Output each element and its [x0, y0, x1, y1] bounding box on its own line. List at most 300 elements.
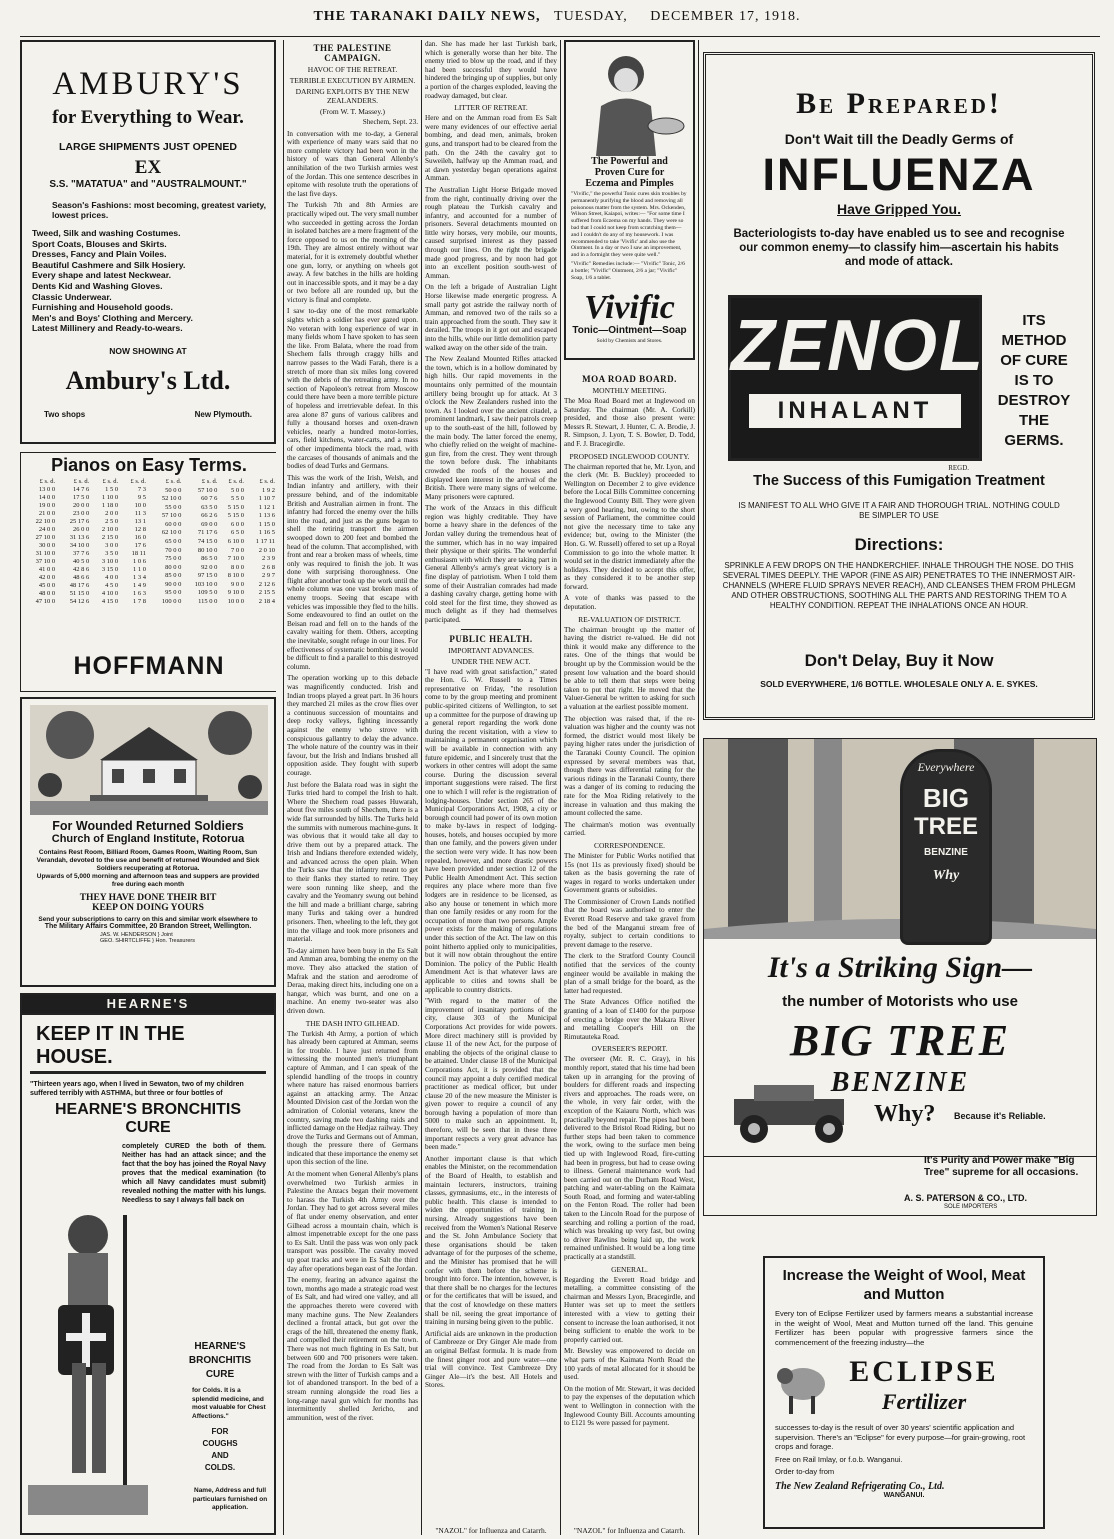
zenol-cure-list: [984, 311, 1084, 451]
table-cell: 23 0 0: [72, 510, 90, 517]
article-paragraph: This was the work of the Irish, Welsh, and Indian infantry and artillery, with their pressure behind, and of the indomitable British and Australian airmen in front. The infantry had forced the enemy over the hills into the road, and just as the guns began to shell the retiring transport the airmen swooped down to 200 feet and bombed the head of the column. That accomplished, with front and rear a broken mass of wheels, time only was required to finish the job. It was done with surprising thoroughness. One flight after another took up the work until the whole column was one vast broken mass of enemy troops. Seeing that escape with vehicles was impossible they fled to the hills. Some endeavoured to find an outlet on the Beisan road and fell on to the hands of the cavalry waiting for them. Others, accepting the inevitable, sought refuge in our lines. For effectiveness of systematic bombing it would be difficult to find a parallel to this destroyed column.: [287, 473, 418, 671]
palestine-sub-3: DARING EXPLOITS BY THE NEW ZEALANDERS.: [295, 87, 410, 105]
table-row: [22, 518, 147, 526]
vivific-head-1: The Powerful and: [591, 156, 668, 167]
knight-illustration: [28, 1195, 148, 1515]
zenol-dont-delay: Don't Delay, Buy it Now: [804, 651, 994, 670]
table-row: [22, 582, 147, 590]
article-paragraph: The chairman reported that he, Mr. Lyon, and the clerk (Mr. B. Buckley) proceeded to Wellington on December 2 to give evidence before the Local Bills Committee concerning the Inglewood County Bill. They were given a very good hearing, but, owing to the short session of Parliament, the committee could not give the necessary time to take any evidence; but, owing to the Minister (the Hon. G. W. Russell) offered to set up a Royal Commission to go into the whole matter. It would set in the district immediately after the holidays. They decided to accept this offer, as they considered it to be another step forward.: [564, 462, 695, 591]
hearne-product-name: HEARNE'S BRONCHITIS CURE: [54, 1101, 242, 1136]
table-row: [22, 502, 147, 510]
palestine-byline: (From W. T. Massey.): [319, 107, 386, 116]
soldiers-address: The Military Affairs Committee, 20 Brandon Street, Wellington.: [44, 923, 252, 930]
hearne-address: Name, Address and full particulars furnished on application.: [192, 1487, 268, 1511]
table-cell: £ s. d.: [165, 478, 182, 486]
soldiers-p3: Send your subscriptions to carry on this and similar work elsewhere to: [38, 916, 258, 923]
palestine-sub-4: THE DASH INTO GILHEAD.: [305, 1018, 400, 1028]
table-cell: 80 0 0: [165, 563, 182, 571]
sign-why: Why: [932, 868, 960, 883]
bigtree-ad: [703, 738, 1097, 1157]
table-cell: 95 0 0: [165, 589, 182, 597]
table-cell: 48 17 6: [69, 582, 90, 589]
pianos-brand: HOFFMANN: [73, 652, 225, 680]
bigtree-why: Why?: [874, 1101, 936, 1127]
table-cell: 27 10 0: [35, 534, 56, 541]
table-cell: 10 0: [134, 502, 146, 509]
article-paragraph: Here and on the Amman road from Es Salt were many evidences of our effective aerial bombing, and dead men, animals, broken guns, and transport had to be cleared from the path. On the 24th the cavalry got to Suweileh, halfway up the Amman road, and at dawn yesterday began operations against Amman.: [425, 114, 557, 183]
table-cell: 6 5 0: [230, 529, 244, 537]
table-row: [22, 558, 147, 566]
table-cell: 1 12 1: [258, 503, 275, 511]
hearne-side-2: BRONCHITIS: [188, 1355, 252, 1366]
table-cell: 3 10 0: [101, 558, 119, 565]
public-health-sub-1: IMPORTANT ADVANCES.: [448, 645, 534, 655]
table-cell: 22 10 0: [35, 518, 56, 525]
article-paragraph: Artificial aids are unknown in the production of Cambreeze or Dry Ginger Ale made from an original Belfast formula. It is made from the finest ginger root and pure water—one trial will convince. Test Cambreeze Dry Ginger Ale—it's the best. All Hotels and Stores.: [425, 1329, 557, 1390]
eclipse-p3: Free on Rail Imlay, or f.o.b. Wanganui.: [775, 1454, 903, 1464]
table-cell: 37 10 0: [35, 558, 56, 565]
ambury-footer: [30, 410, 266, 419]
article-paragraph: Another important clause is that which enables the Minister, on the recommendation of the Board of Health, to establish and maintain lecturers, instructors, training classes, gymnasiums, etc., in the interests of public health. This clause is intended to widen the opportunities of training in nursing. Already suggestions have been received from the Women's National Reserve and the St. John Ambulance Society that these organisations should be taken advantage of for the purposes of the scheme, and the Minister has promised that he will confer with them before the scheme is brought into force. The intention, however, is that there shall be no charges for the lectures or for the certificates that will be issued, and that the cost of knowledge on these matters shall be nil, seeing the great importance of training in nursing being given to the public.: [425, 1154, 557, 1327]
masthead-date: DECEMBER 17, 1918.: [650, 9, 801, 24]
masthead-day: TUESDAY,: [554, 9, 628, 24]
list-item: Tweed, Silk and washing Costumes.: [32, 228, 181, 238]
table-cell: 1 6 3: [133, 590, 146, 597]
table-cell: 1 15 0: [258, 520, 275, 528]
list-item: Beautiful Cashmere and Silk Hosiery.: [32, 259, 186, 270]
table-cell: 16 0: [134, 534, 146, 541]
table-cell: 2 3 9: [262, 555, 275, 563]
bigtree-sign: [900, 749, 992, 945]
table-cell: 2 10 0: [101, 526, 119, 533]
article-paragraph: Mr. Bewsley was empowered to decide on what parts of the Kaimata North Road the 100 yards of metal allocated for it should be used.: [564, 1347, 695, 1382]
table-cell: 30 0 0: [38, 542, 56, 549]
sheep-illustration: [775, 1354, 831, 1424]
table-cell: 5 15 0: [227, 512, 244, 520]
list-item: Every shape and latest Neckwear.: [32, 270, 172, 281]
moa-sub-5: OVERSEER'S REPORT.: [591, 1044, 668, 1054]
table-row: [151, 538, 276, 547]
eclipse-p1: Every ton of Eclipse Fertilizer used by farmers means a substantial increase in the weight of Wool, Meat and Mutton turned off the land. This genuine Fertilizer has been popular with progressive farmers since the commencement of the freezing industry—the: [775, 1309, 1033, 1347]
ambury-ex: EX: [134, 157, 162, 178]
table-cell: 4 10 0: [101, 590, 119, 597]
hearne-quote: "Thirteen years ago, when I lived in Sewaton, two of my children suffered terribly with ASTHMA, but three or four bottles of: [30, 1081, 244, 1097]
table-cell: 14 0 0: [38, 494, 56, 501]
table-cell: 2 0 10: [258, 546, 275, 554]
table-cell: 41 0 0: [38, 566, 56, 573]
bigtree-logo: BIG TREE: [789, 1016, 1011, 1065]
table-row: [151, 597, 276, 606]
masthead: [0, 0, 1114, 38]
table-cell: 103 10 0: [194, 580, 218, 588]
table-cell: 1 16 5: [258, 529, 275, 537]
table-cell: 34 10 0: [69, 542, 90, 549]
article-paragraph: The Commissioner of Crown Lands notified that the board was authorised to enter the Everett Road Reserve and take gravel from the bed of the Manganui stream free of royalty, subject to certain conditions to prevent damage to the reserve.: [564, 897, 695, 949]
column-rule: [421, 40, 422, 1535]
ambury-ships: S.S. "MATATUA" and "AUSTRALMOUNT.": [49, 179, 247, 190]
article-paragraph: Regarding the Everett Road bridge and metalling, a committee consisting of the chairman and Messrs Lyon, Bracegirdle, and Hunter was set up to meet the settlers interested with a view to getting their consent to increase the loan authorised, it not being sufficient to enable the work to be properly carried out.: [564, 1275, 695, 1344]
sign-everywhere: Everywhere: [917, 760, 975, 774]
table-row: [22, 590, 147, 598]
article-paragraph: The objection was raised that, if the re-valuation was higher and the county was not formed, the district would most likely be paying higher rates under the jurisdiction of the Taranaki County Council. The opinion expressed by several members was that, though there was differential rating for the various ridings in the Taranaki County, there was a danger of its coming to reducing the rate for the Moa Riding relatively to the increase in valuation and thus making the amount collected the same.: [564, 714, 695, 818]
article-paragraph: In conversation with me to-day, a General with experience of many wars said that no more complete victory had been won in the history of wars than General Allenby's annihilation of the two Turkish armies west of the Jordan. This one sentence describes in epitome with resolute truth the operations of the last five days.: [287, 129, 418, 198]
table-cell: 37 7 6: [72, 550, 90, 557]
bigtree-because: Because it's Reliable.: [954, 1111, 1046, 1121]
palestine-headline: THE PALESTINE CAMPAIGN.: [313, 43, 392, 63]
table-row: [151, 555, 276, 564]
list-item: Men's and Boys' Clothing and Mercery.: [32, 312, 193, 323]
table-cell: 48 0 0: [38, 590, 56, 597]
table-row: [22, 574, 147, 582]
table-cell: 3 15 0: [101, 566, 119, 573]
soldiers-p1: Contains Rest Room, Billiard Room, Games Room, Waiting Room, Sun Verandah, devoted to the use and benefit of returned Wounded and Sick Soldiers recuperating at Rotorua.: [36, 849, 260, 872]
article-paragraph: The chairman's motion was eventually carried.: [564, 820, 695, 838]
zenol-logo-block: [728, 295, 985, 472]
ambury-shops: Two shops: [44, 409, 86, 419]
table-cell: £ s. d.: [130, 478, 146, 485]
table-cell: 57 10 0: [161, 512, 182, 520]
table-row: [151, 487, 276, 496]
table-cell: 9 10 0: [227, 589, 244, 597]
table-cell: 4 5 0: [105, 582, 119, 589]
bigtree-sole-importers: SOLE IMPORTERS: [944, 1204, 998, 1210]
vivific-brand: Vivific: [584, 289, 675, 327]
table-row: [22, 550, 147, 558]
nazol-footer: "NAZOL" for Influenza and Catarrh.: [425, 1526, 557, 1535]
table-cell: 74 15 0: [197, 537, 218, 545]
article-paragraph: "With regard to the matter of the improvement of insanitary portions of the city, clause 303 of the Municipal Corporations Act provides for wide powers. More direct machinery still is provided by clause 11 of the new Act, for the purpose of enabling the objects of the original clause to be attained. Under clause 18 of the Municipal Corporations Act, it is provided that the council may appoint a duly certified medical practitioner as medical officer, but under clause 20 of the new measure the Minister is given power to require a council of any borough having a population of more than 5000 to make such an appointment. It, therefore, will be seen that in these three important respects a very great advance has been made.": [425, 997, 557, 1152]
table-cell: 54 12 6: [69, 598, 90, 605]
vivific-body: "Vivific," the powerful Tonic cures skin troubles by permanently purifying the blood and removing all poisonous matter from the system. Mrs. Ockenden, Wilson Street, Kaiapoi, writes:— "For some time I suffered from Eczema on my hands. They were so bad that I could not keep from scratching them—and I couldn't do any of my housework. I was recommended to take 'Vivific' and also use the Ointment. In a day or two I saw an improvement, and in a fortnight they were quite well.": [571, 191, 687, 259]
table-cell: 1 4 9: [133, 582, 146, 589]
table-cell: 17 5 0: [72, 494, 90, 501]
sign-tree: TREE: [913, 813, 978, 840]
hearne-side-1: HEARNE'S: [194, 1341, 246, 1352]
hearne-ad: [20, 993, 276, 1535]
table-cell: 42 0 0: [38, 574, 56, 581]
public-health-headline: PUBLIC HEALTH.: [449, 633, 533, 644]
table-cell: 92 0 0: [201, 563, 218, 571]
table-cell: 1 18 0: [101, 502, 119, 509]
table-cell: 65 0 0: [165, 537, 182, 545]
list-item: Sport Coats, Blouses and Skirts.: [32, 238, 167, 249]
table-cell: 3 0 0: [105, 542, 119, 549]
table-cell: 2 12 6: [258, 580, 275, 588]
column-4: [564, 40, 695, 1535]
article-paragraph: The Australian Light Horse Brigade moved from the right, continually driving over the rough plateau the Turkish cavalry and infantry, and accounted for a number of prisoners. Several detachments mounted on little wiry horses, very mobile, our mounts, caused surprised interest as they passed through our lines. On the right the brigade made good progress, and by noon had got into an excellent position south-west of Amman.: [425, 185, 557, 280]
moa-headline: MOA ROAD BOARD.: [582, 374, 677, 384]
table-cell: 1 3 4: [133, 574, 146, 581]
eclipse-p4: Order to-day from: [775, 1467, 835, 1476]
article-paragraph: The clerk to the Stratford County Council notified that the services of the county engineer would be available in making the plan of a small bridge for the board, as the latter had requested.: [564, 952, 695, 995]
zenol-germs: GERMS.: [1004, 432, 1064, 449]
zenol-bacteriologists: Bacteriologists to-day have enabled us to see and recognise our common enemy—to classify him—ascertain his habits and mode of attack.: [733, 228, 1065, 268]
column-rule: [560, 40, 561, 1535]
ambury-town: New Plymouth.: [194, 409, 252, 419]
article-paragraph: The work of the Anzacs in this difficult region was highly creditable. They have borne a heavy share in the defences of the Jordan valley during the tremendous heat of the summer, which has in no way impaired their physique or their spirits. The wonderful enthusiasm with which they are taking part in General Allenby's army's great victory is a fine display of patriotism. When I told them some of their Australian comrades had made a dashing cavalry charge, getting home with cold steel for the first time, they showed as much delight as if they had themselves participated.: [425, 504, 557, 624]
table-cell: 90 0 0: [165, 580, 182, 588]
moa-sub-3: RE-VALUATION OF DISTRICT.: [578, 614, 681, 624]
paper-name: THE TARANAKI DAILY NEWS,: [313, 9, 541, 24]
vivific-tagline: Tonic—Ointment—Soap: [572, 325, 687, 337]
table-row: [22, 478, 147, 486]
table-cell: £ s. d.: [73, 478, 90, 485]
zenol-dont-wait: Don't Wait till the Deadly Germs of: [784, 131, 1014, 147]
table-cell: 10 0 0: [227, 597, 244, 605]
table-cell: 1 7 8: [133, 598, 146, 605]
ambury-subtitle: for Everything to Wear.: [52, 107, 244, 128]
table-row: [151, 504, 276, 513]
zenol-of-cure: OF CURE: [1000, 352, 1068, 369]
table-cell: 2 6 8: [262, 563, 275, 571]
table-cell: 5 15 0: [227, 503, 244, 511]
list-item: Furnishing and Household goods.: [32, 302, 173, 313]
zenol-logo: ZENOL: [731, 306, 985, 386]
ambury-ad: [20, 40, 276, 444]
motor-car-illustration: [714, 1079, 874, 1149]
article-paragraph: The operation working up to this debacle was magnificently conducted. Irish and Indian troops played a great part. In 36 hours they marched 21 miles as the crow flies over a continuous succession of mountains and deep rocky valleys, fighting incessantly against the enemy who strove with conspicuous gallantry to delay the advance. The whole nature of the country was in their favour, but the Irish and Indians brushed all opposition aside. They fought with superb courage.: [287, 674, 418, 777]
table-cell: 57 10 0: [197, 486, 218, 494]
article-paragraph: On the motion of Mr. Stewart, it was decided to pay the expenses of the deputation which went to Wellington in connection with the Inglewood County Bill. Accounts amounting to £121 9s were passed for payment.: [564, 1384, 695, 1428]
pianos-table-right: [151, 478, 276, 606]
article-paragraph: To-day airmen have been busy in the Es Salt and Amman area, bombing the enemy on the move. They also attacked the station of Mafrak and the station and aerodrome of Deraa, making direct hits, including one on a hangar, which was burnt, and one on a machine. An enemy two-seater was also driven down.: [287, 946, 418, 1015]
article-paragraph: The New Zealand Mounted Rifles attacked the town, which is in a hollow dominated by high hills. Our rapid movements in the mountains only permitted of the mountain artillery being brought up for attack. At 3 o'clock the New Zealanders rushed into the town. As I looked over the ancient citadel, a prominent landmark, I saw their patrols creep up to the south-east of the hill, followed by the main body. The latter forced the enemy, who chiefly relied on the weight of machine-gun fire, from the crest. They went through the town before dusk. The inhabitants crowded the roofs of the houses and displayed keen interest in the arrival of the British. There were many signs of welcome. Many prisoners were captured.: [425, 355, 557, 501]
table-cell: £ s. d.: [201, 478, 218, 486]
hearne-and: AND: [211, 1451, 229, 1460]
soldiers-slogan-1: THEY HAVE DONE THEIR BIT: [79, 893, 217, 903]
hearne-banner: HEARNE'S: [22, 995, 274, 1015]
soldiers-sig-2: GEO. SHIRTCLIFFE } Hon. Treasurers: [100, 938, 195, 944]
zenol-directions-text: SPRINKLE A FEW DROPS ON THE HANDKERCHIEF. INHALE THROUGH THE NOSE. DO THIS SEVERAL TIMES DEEPLY. THE VAPOR (FINE AS AIR) PENETRATES TO THE INNERMOST AIR-CHANNELS (WHERE FLUID SPRAYS NEVER REACH), AND CLEANSES THEM FROM PHLEGM AND OTHER OBSTRUCTIONS, SOOTHING ALL THE PARTS AND RESTORING THEM TO A HEALTHY CONDITION. REPEAT THE INHALATIONS ONCE AN HOUR.: [722, 561, 1076, 610]
soldiers-slogan-2: KEEP ON DOING YOURS: [92, 903, 204, 913]
vivific-sold: Sold by Chemists and Stores.: [596, 338, 663, 345]
article-paragraph: "I have read with great satisfaction," stated the Hon. G. W. Russell to a Times representative on Friday, "the resolution come to by the group meeting and prominent public-spirited citizens of Wellington, to set up a committee for the purpose of drawing up a general report regarding the work done during the recent visitation, with a view to maintaining a permanent organisation which will be available in connection with any future epidemic, and I sincerely trust that the workers in other centres will adopt the same course. During the discussion several important suggestions were raised. The first one to which I will refer is the registration of lodging-houses. Under section 265 of the Municipal Corporations Act, 1908, a city or borough council had power of its own motion to make by-laws in respect of lodging-houses, hotels, and houses occupied by more than one family, and the powers given under the section were very wide. It has now been repealed, however, and more drastic powers have been provided under section 12 of the Public Health Amendment Act. This section requires any place where more than five lodgers are in residence to be licensed, as also any house or tenement in which more than one family resides or any room for the occupation of more than two persons. Ample power exists for the making of regulations under this section of the Act. The law on this point hitherto applied only to municipalities, but it will now obtain throughout the entire Dominion. The policy of the Public Health Amendment Act is that whatever laws are applicable to cities and towns shall be applicable to country districts.: [425, 667, 557, 994]
bigtree-importer: A. S. PATERSON & CO., LTD.: [904, 1193, 1028, 1203]
table-cell: 47 10 0: [35, 598, 56, 605]
column-rule: [283, 40, 284, 1535]
hearne-side-4: for Colds. It is a splendid medicine, and most valuable for Chest Affections.": [192, 1387, 266, 1420]
table-cell: £ s. d.: [102, 478, 119, 485]
sign-big: BIG: [922, 783, 970, 813]
woman-illustration: [571, 46, 691, 156]
table-cell: 8 10 0: [227, 572, 244, 580]
bigtree-striking: It's a Striking Sign—: [767, 951, 1033, 984]
table-cell: 5 5 0: [230, 495, 244, 503]
ambury-shipments: LARGE SHIPMENTS JUST OPENED: [59, 141, 237, 153]
vivific-head-3: Eczema and Pimples: [585, 178, 674, 189]
list-item: Dresses, Fancy and Plain Voiles.: [32, 249, 167, 260]
table-row: [151, 563, 276, 572]
table-cell: 8 0 0: [230, 563, 244, 571]
pianos-ad: [20, 452, 276, 692]
table-row: [151, 589, 276, 598]
ambury-ltd: Ambury's Ltd.: [65, 365, 231, 395]
table-cell: 4 0 0: [105, 574, 119, 581]
palestine-sub-1: HAVOC OF THE RETREAT.: [307, 65, 398, 74]
eclipse-p2: successes to-day is the result of over 30 years' scientific application and supervision. There's an "Eclipse" for every purpose—for grain-growing, root crops and forage.: [775, 1423, 1026, 1451]
zenol-directions: Directions:: [854, 535, 944, 554]
table-row: [22, 494, 147, 502]
ambury-season: Season's Fashions: most becoming, greatest variety, lowest prices.: [52, 200, 266, 220]
zenol-is-to: IS TO: [1014, 372, 1054, 389]
table-cell: £ s. d.: [259, 478, 275, 486]
table-row: [22, 534, 147, 542]
table-cell: 80 10 0: [197, 546, 218, 554]
ambury-items: [30, 228, 266, 334]
table-cell: 7 3: [137, 486, 146, 493]
table-row: [151, 572, 276, 581]
vivific-ad: [564, 40, 695, 360]
table-cell: 9 0 0: [230, 580, 244, 588]
table-cell: 100 0 0: [161, 597, 182, 605]
zenol-be-prepared: Be Prepared!: [796, 87, 1002, 120]
table-cell: 115 0 0: [198, 597, 218, 605]
table-cell: 26 0 0: [72, 526, 90, 533]
table-cell: 52 10 0: [161, 495, 182, 503]
soldiers-subtitle: Church of England Institute, Rotorua: [51, 833, 245, 845]
vivific-head-2: Proven Cure for: [594, 167, 665, 178]
zenol-method: METHOD: [1001, 332, 1067, 349]
table-cell: 50 0 0: [165, 486, 182, 494]
table-cell: 4 15 0: [101, 598, 119, 605]
table-cell: 12 8: [134, 526, 146, 533]
article-paragraph: A vote of thanks was passed to the deputation.: [564, 594, 695, 612]
table-cell: 70 0 0: [165, 546, 182, 554]
table-cell: 86 5 0: [201, 555, 218, 563]
table-cell: 1 1 0: [133, 566, 146, 573]
table-cell: 2 18 4: [258, 597, 275, 605]
bigtree-benzine: BENZINE: [830, 1067, 970, 1098]
zenol-manifest: IS MANIFEST TO ALL WHO GIVE IT A FAIR AND THOROUGH TRIAL. NOTHING COULD BE SIMPLER TO USE: [738, 501, 1060, 520]
palestine-sub-2: TERRIBLE EXECUTION BY AIRMEN.: [289, 76, 416, 85]
table-cell: 13 0 0: [38, 486, 56, 493]
column-1: [20, 40, 276, 1535]
zenol-ad: [703, 52, 1095, 720]
zenol-the: THE: [1019, 412, 1049, 429]
eclipse-ad: [763, 1256, 1045, 1529]
table-cell: 1 0 6: [133, 558, 146, 565]
table-row: [22, 510, 147, 518]
table-cell: 42 8 6: [72, 566, 90, 573]
table-cell: 2 5 0: [105, 518, 119, 525]
palestine-dateline: Shechem, Sept. 23.: [362, 118, 418, 126]
table-cell: 71 17 6: [197, 529, 218, 537]
zenol-its: ITS: [1022, 312, 1046, 329]
bigtree-motorists: the number of Motorists who use: [782, 993, 1018, 1010]
public-health-sub-2: UNDER THE NEW ACT.: [451, 656, 531, 666]
table-cell: 2 15 5: [258, 589, 275, 597]
table-cell: 63 5 0: [201, 503, 218, 511]
article-paragraph: The State Advances Office notified the granting of a loan of £1400 for the purpose of erecting a bridge over the Makara River and metalling Cooper's Hill on the Rimutauteka Road.: [564, 998, 695, 1041]
list-item: Latest Millinery and Ready-to-wears.: [32, 323, 183, 334]
hearne-colds: COLDS.: [204, 1463, 236, 1472]
table-cell: 24 0 0: [38, 526, 56, 533]
table-cell: 11 3: [134, 510, 146, 517]
table-cell: 55 0 0: [165, 503, 182, 511]
zenol-destroy: DESTROY: [997, 392, 1071, 409]
table-cell: 48 6 6: [72, 574, 90, 581]
table-cell: 62 10 0: [161, 529, 182, 537]
table-row: [151, 495, 276, 504]
table-cell: 45 0 0: [38, 582, 56, 589]
table-row: [22, 526, 147, 534]
table-cell: £ s. d.: [228, 478, 244, 486]
zenol-gripped: Have Gripped You.: [837, 201, 961, 217]
ambury-title: AMBURY'S: [52, 66, 244, 102]
table-cell: 60 0 0: [165, 520, 182, 528]
pianos-title: Pianos on Easy Terms.: [51, 455, 247, 475]
table-cell: 3 5 0: [105, 550, 119, 557]
article-paragraph: On the left a brigade of Australian Light Horse likewise made energetic progress. A small party got astride the railway north of Amman, and removed two of the rails so a train approached from the south. They saw it derailed. The troops in it got out and escaped into the hills, while our little demolition party walked away on the other side of the train.: [425, 283, 557, 352]
table-cell: 20 0 0: [72, 502, 90, 509]
table-cell: 109 5 0: [197, 589, 218, 597]
sign-benzine: BENZINE: [924, 847, 968, 858]
table-cell: 1 9 2: [262, 486, 275, 494]
table-cell: 2 0 0: [105, 510, 119, 517]
article-paragraph: dan. She has made her last Turkish bark, which is generally worse than her bite. The enemy tried to blow up the road, and if they had been successful they would have hindered the bringing up of supplies, but only a portion of the charges exploded, leaving the roadway damaged, but clear.: [425, 40, 557, 100]
table-cell: £ s. d.: [39, 478, 56, 485]
table-cell: 25 17 6: [69, 518, 90, 525]
table-row: [151, 521, 276, 530]
table-cell: 1 5 0: [105, 486, 119, 493]
moa-sub-4: CORRESPONDENCE.: [593, 840, 666, 850]
table-row: [151, 529, 276, 538]
table-cell: 1 10 7: [258, 495, 275, 503]
table-cell: 9 5: [137, 494, 146, 501]
hearne-side-3: CURE: [205, 1369, 235, 1380]
hearne-coughs: COUGHS: [202, 1439, 238, 1448]
table-row: [22, 542, 147, 550]
table-cell: 21 0 0: [38, 510, 56, 517]
table-cell: 66 2 6: [201, 512, 218, 520]
eclipse-company: The New Zealand Refrigerating Co., Ltd.: [775, 1480, 945, 1492]
table-cell: 17 6: [134, 542, 146, 549]
zenol-regd: REGD.: [948, 464, 969, 472]
table-cell: 1 10 0: [101, 494, 119, 501]
column-2-palestine: [287, 40, 418, 1535]
eclipse-brand: ECLIPSE: [849, 1355, 999, 1388]
eclipse-headline: Increase the Weight of Wool, Meat and Mutton: [782, 1267, 1026, 1303]
vivific-remedies: "Vivific" Remedies include:— "Vivific" Tonic, 2/6 a bottle; "Vivific" Ointment, 2/6 a jar; "Vivific" Soap, 1/6 a tablet.: [571, 260, 685, 281]
soldiers-sig-1: JAS. W. HENDERSON } Joint: [100, 932, 173, 938]
table-row: [22, 486, 147, 494]
article-paragraph: I saw to-day one of the most remarkable sights which a soldier has ever gazed upon. No veteran with long experience of war in many fields whom I have spoken to has seen the like. From Balata, where the road from Shechem falls through craggy hills and narrow passes to the Wadi Farah, there is a stretch of more than six miles long covered with the debris of the retreating army. In no section of Napoleon's retreat from Moscow could there have been a more terrible picture of hopeless and irretrievable defeat. In this area alone 87 guns of various calibres and fully a thousand horses and oxen-drawn vehicles, nearly a hundred motor-lorries, cars, field kitchens, water-carts, and a mass of other impedimenta block the road, with the carcases of thousands of animals and the bodies of dead Turks and Germans.: [287, 307, 418, 471]
zenol-influenza: INFLUENZA: [762, 149, 1036, 200]
table-cell: 7 0 0: [230, 546, 244, 554]
zenol-sold: SOLD EVERYWHERE, 1/6 BOTTLE. WHOLESALE ONLY A. E. SYKES.: [760, 679, 1038, 689]
table-cell: 14 7 6: [72, 486, 90, 493]
article-paragraph: The overseer (Mr. R. C. Gray), in his monthly report, stated that his time had been taken up in arranging for the proving of boulders for different roads and inspecting rivers and approaches. The roads were, on the whole, in very fair order, with the exception of the Kaiauru North, which was practically beyond repair. The pipes had been delivered to the Bristol Road Riding, but no further steps had been taken to commence the work, owing to the surface men being tied up with Inglewood Road, fire-cutting had been in progress, but had to cease owing to illness. General maintenance work had been carried out on the Durham Road West, patching and water-tabling on the Kaimata South Road, and forming and water-tabling on the Fenton Road. The roller had been taken to the Lincoln Road for the purpose of searching and rolling a portion of the road, which was breaking up very fast, but owing to driver Rawlins being laid up, the work remained unfinished. It would be a long time practically at a standstill.: [564, 1055, 695, 1262]
table-cell: 1 17 11: [255, 537, 275, 545]
table-cell: 40 5 0: [72, 558, 90, 565]
column-3: [425, 40, 557, 1535]
article-paragraph: Just before the Balata road was in sight the Turks tried hard to compel the Irish to halt. Where the Shechem road passes Huwarah, about five miles south of Shechem, there is a wide flat surrounded by hills. The Turks held the summits with numerous machine-guns. It was obvious that it would take all day to drive them out by a prepared attack. The Irish and Indians therefore extended widely, and advanced across the open plain. When the Turks saw that the infantry meant to get to their flanks they started to retire. They were soon running like sheep, and the cavalry and the Yeomanry swung out behind the hill and made a brilliant charge, sabring many Turks and taking over a hundred prisoners. Then, wheeling to the left, they got into the village and took more prisoners and material.: [287, 780, 418, 944]
table-cell: 19 0 0: [38, 502, 56, 509]
institute-building-illustration: [30, 705, 268, 815]
table-cell: 7 10 0: [227, 555, 244, 563]
table-cell: 6 0 0: [230, 520, 244, 528]
table-cell: 60 7 6: [201, 495, 218, 503]
eclipse-brand-fertilizer: Fertilizer: [881, 1389, 967, 1414]
article-paragraph: The Moa Road Board met at Inglewood on Saturday. The chairman (Mr. A. Corkill) presided, and those also present were: Messrs R. Stewart, J. Hunter, C. A. Brodie, J. R. Simpson, J. Lyon, T. S. Bowler, D. Todd, and F. J. Bracegirdle.: [564, 397, 695, 448]
article-paragraph: The Minister for Public Works notified that 15s (not 11s as previously fixed) should be taken as the basis governing the rate of wages in regard to works undertaken under Government grants or subsidies.: [564, 851, 695, 895]
table-cell: 2 9 7: [262, 572, 275, 580]
eclipse-town: WANGANUI.: [883, 1491, 925, 1499]
divider: [461, 629, 521, 630]
table-cell: 1 13 6: [258, 512, 275, 520]
table-cell: 69 0 0: [201, 520, 218, 528]
table-row: [151, 546, 276, 555]
